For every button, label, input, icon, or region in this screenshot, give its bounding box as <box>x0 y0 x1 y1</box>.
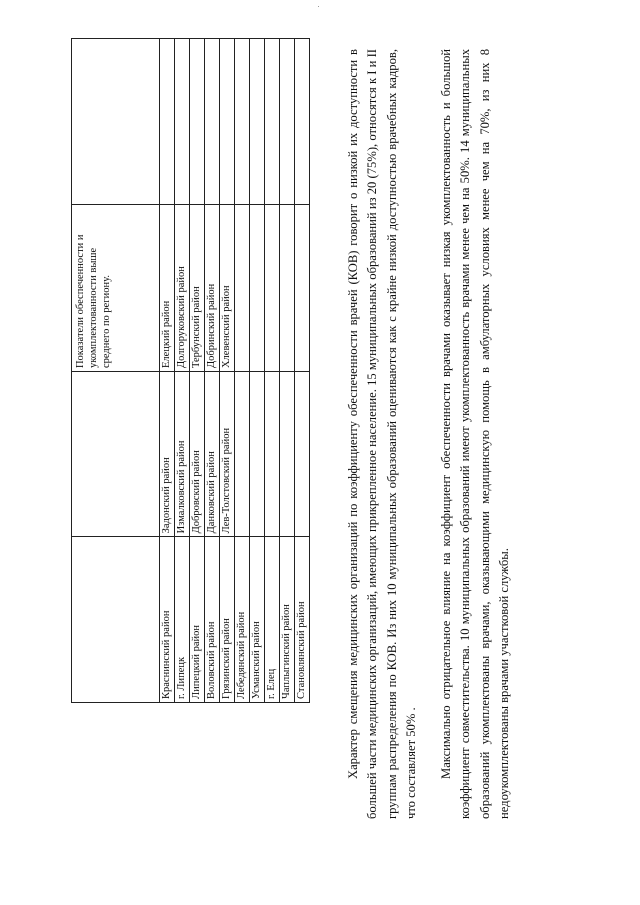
table-cell: г. Липецк <box>175 537 190 703</box>
table-cell: Данковский район <box>205 372 220 537</box>
districts-table <box>71 38 310 703</box>
table-cell <box>280 204 295 371</box>
table-row <box>190 39 205 703</box>
table-cell: Тербунский район <box>190 204 205 371</box>
paragraph-kov-bias: Характер смещения медицинских организаций по коэффициенту обеспеченности врачей (КОВ) говорит о низкой их доступности в большей части медицинских организаций, имеющих прикрепленное население. 15 муниципальных образований из 20 (75%), относятся к I и II группам распределения по КОВ. Из них 10 муниципальных образований оцениваются как с крайне низкой доступностью врачебных кадров, что составляет 50% . <box>346 49 419 819</box>
table-cell <box>160 39 175 205</box>
table-cell <box>220 39 235 205</box>
table-cell <box>175 39 190 205</box>
table-row <box>160 39 175 703</box>
table-row <box>235 39 250 703</box>
table-header-row <box>72 39 160 703</box>
table-cell: Елецкий район <box>160 204 175 371</box>
table-cell <box>250 372 265 537</box>
table-cell <box>265 372 280 537</box>
table-cell <box>250 204 265 371</box>
table-cell: Чаплыгинский район <box>280 537 295 703</box>
table-cell: Добровский район <box>190 372 205 537</box>
table-cell <box>250 39 265 205</box>
table-cell: Хлевенский район <box>220 204 235 371</box>
table-cell <box>295 39 310 205</box>
table-cell: Воловский район <box>205 537 220 703</box>
table-cell <box>205 39 220 205</box>
table-cell: Становлянский район <box>295 537 310 703</box>
table-cell <box>190 39 205 205</box>
table-cell: Добринский район <box>205 204 220 371</box>
table-cell <box>280 372 295 537</box>
paragraph-staffing-impact: Максимально отрицательное влияние на коэффициент обеспеченности врачами оказывает низкая укомплектованность и большой коэффициент совместительства. 10 муниципальных образований имеют укомплектованность врачами менее чем на 50%. 14 муниципальных образований укомплектованы врачами, оказывающими медицинскую помощь в амбулаторных условиях менее чем на 70%, из них 8 недоукомплектованы врачами участковой службы. <box>439 49 512 819</box>
table-cell <box>280 39 295 205</box>
table-cell: Усманский район <box>250 537 265 703</box>
table-cell: г. Елец <box>265 537 280 703</box>
table-cell <box>235 372 250 537</box>
table-row <box>175 39 190 703</box>
table-cell <box>265 39 280 205</box>
table-cell <box>265 204 280 371</box>
scan-speck <box>318 6 319 7</box>
table-cell: Измалковский район <box>175 372 190 537</box>
table-cell: Липецкий район <box>190 537 205 703</box>
table-cell: Лебедянский район <box>235 537 250 703</box>
table-cell: Долгоруковский район <box>175 204 190 371</box>
table-row <box>295 39 310 703</box>
table-cell <box>235 204 250 371</box>
table-cell <box>295 372 310 537</box>
table-cell: Задонский район <box>160 372 175 537</box>
table-cell <box>295 204 310 371</box>
rotated-page-content <box>0 30 640 855</box>
table-row <box>280 39 295 703</box>
header-cell-coverage-above-average: Показатели обеспеченности и укомплектованности выше среднего по региону. <box>72 204 160 371</box>
table-row <box>265 39 280 703</box>
table-row <box>205 39 220 703</box>
header-cell <box>72 39 160 205</box>
header-cell <box>72 372 160 537</box>
table-cell: Грязинский район <box>220 537 235 703</box>
table-cell: Краснинский район <box>160 537 175 703</box>
table-cell: Лев-Толстовский район <box>220 372 235 537</box>
table-row <box>220 39 235 703</box>
table-row <box>250 39 265 703</box>
header-cell <box>72 537 160 703</box>
table-cell <box>235 39 250 205</box>
